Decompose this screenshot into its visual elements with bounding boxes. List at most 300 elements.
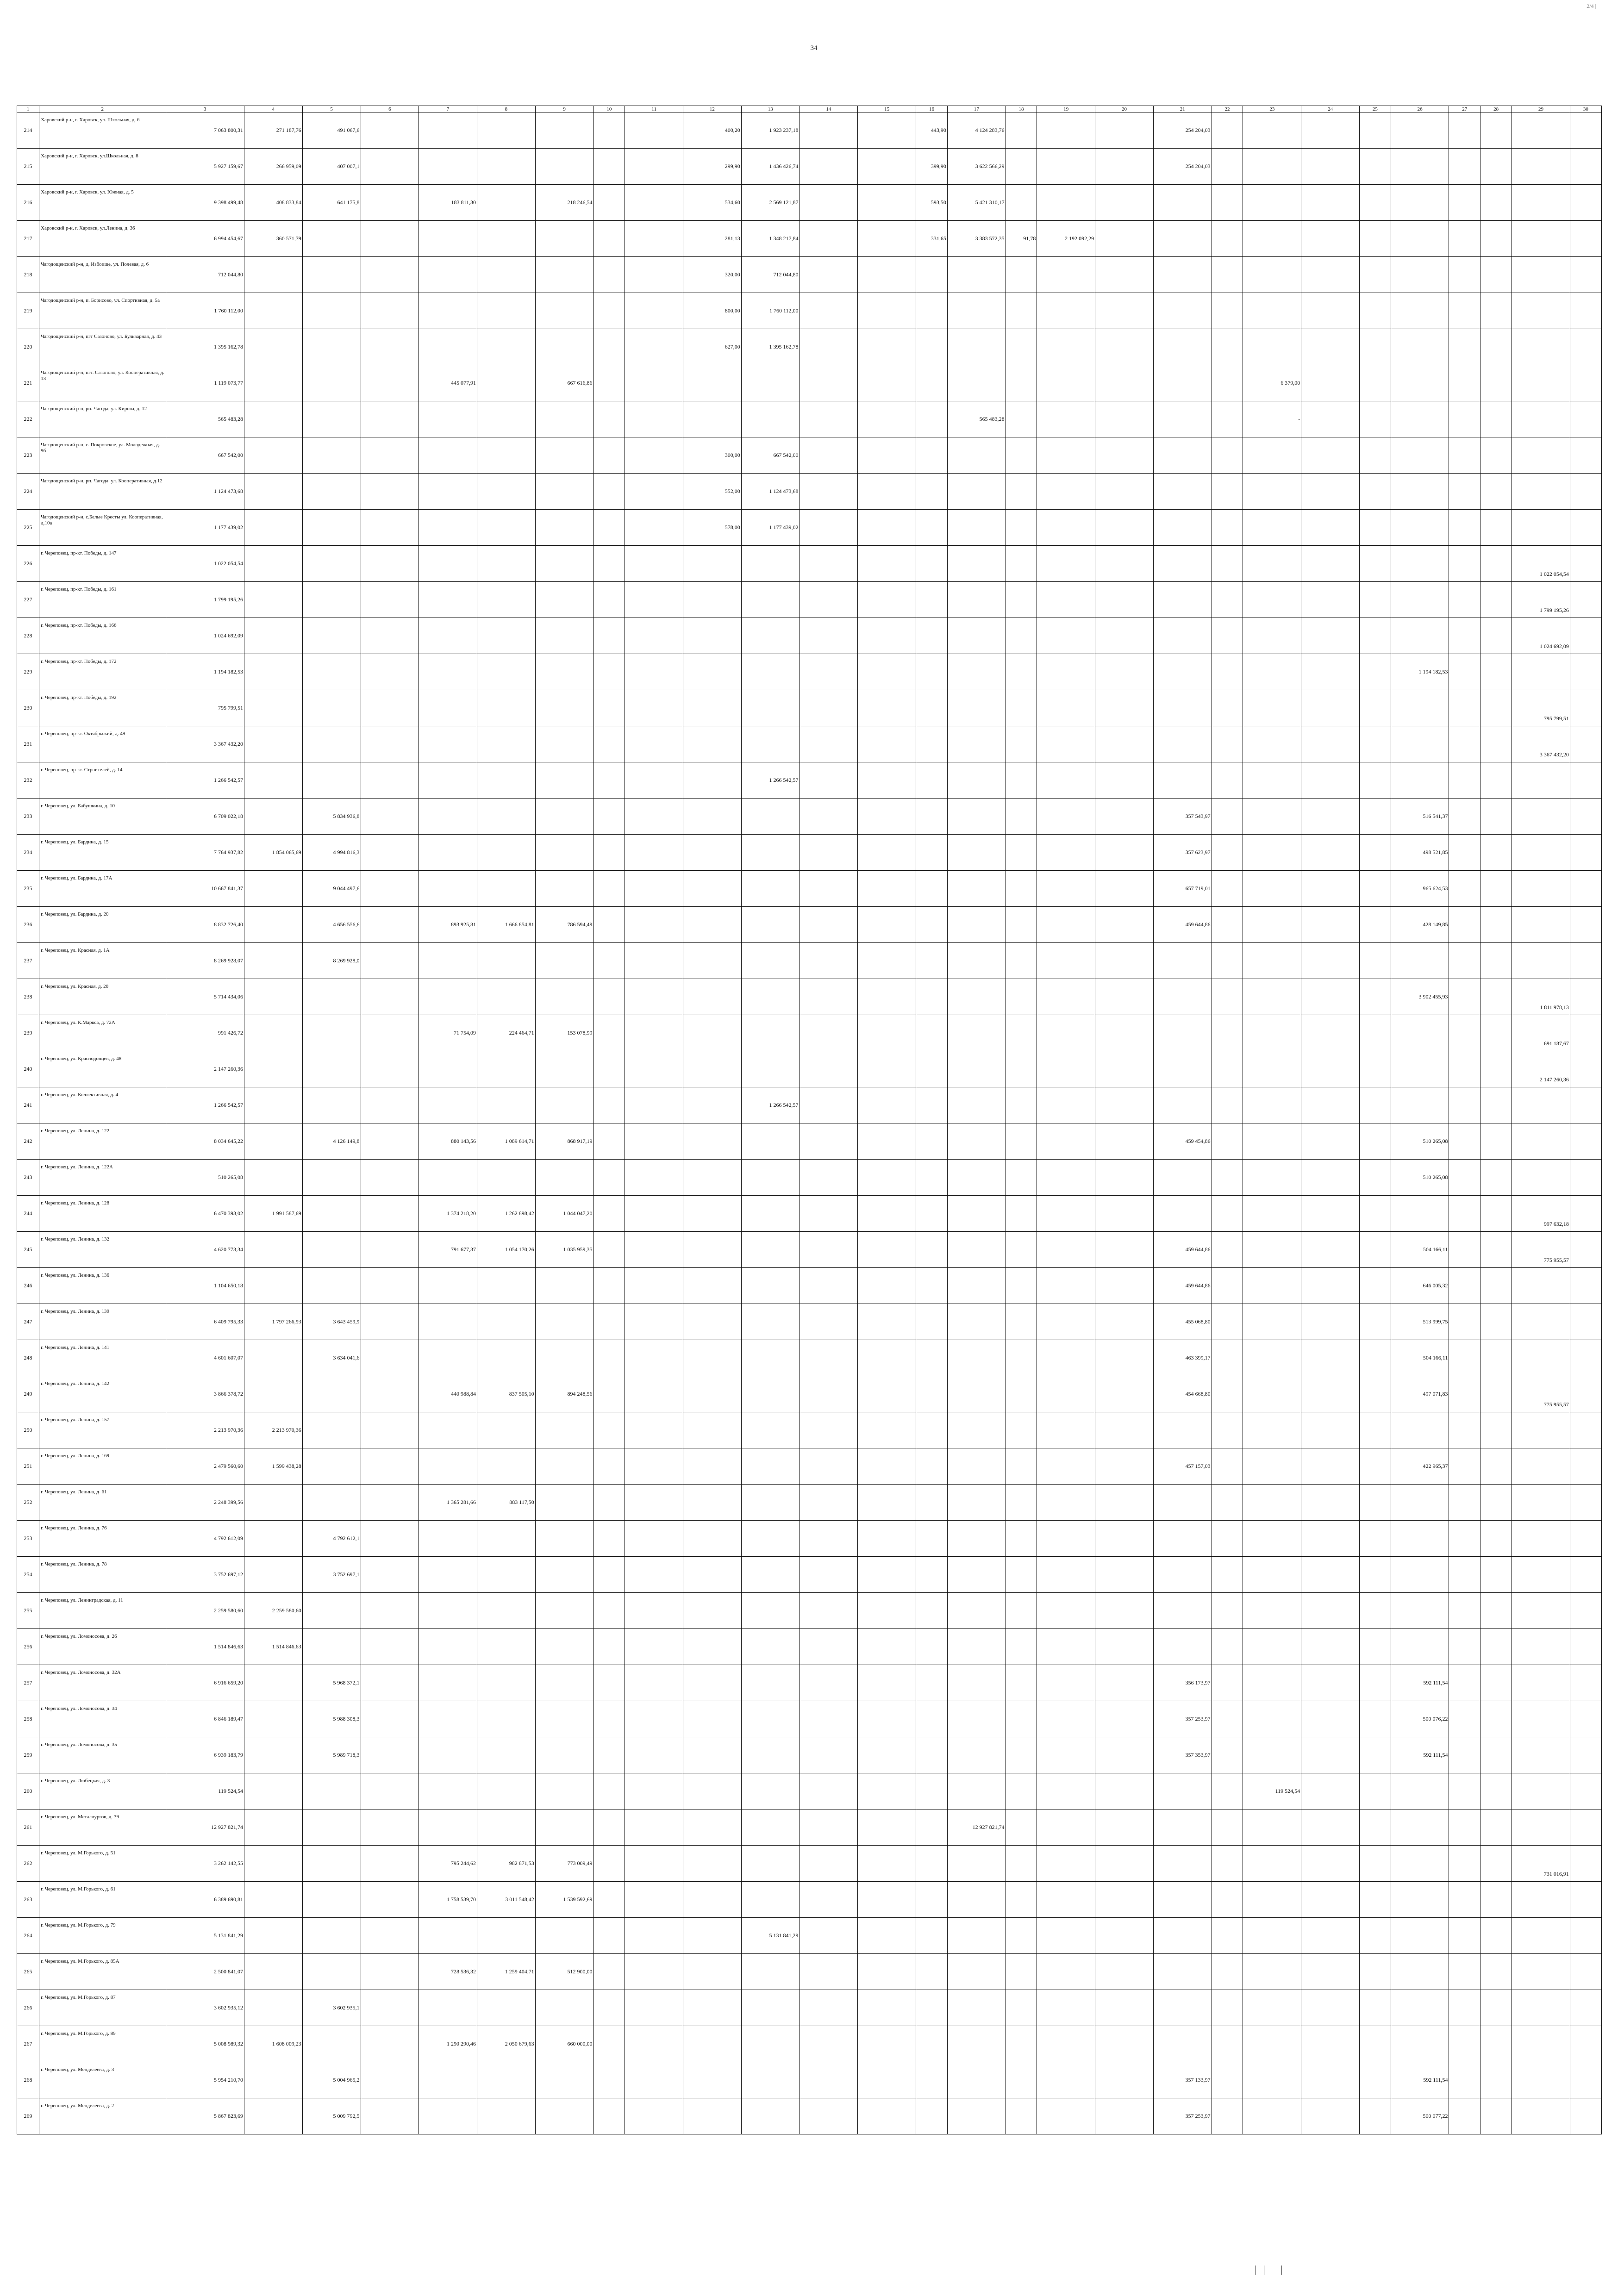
value-cell	[419, 1557, 477, 1593]
value-cell	[361, 1232, 419, 1268]
value-cell	[535, 221, 593, 257]
column-number: 13	[741, 106, 800, 112]
value-cell	[361, 1701, 419, 1737]
value-cell	[800, 1304, 858, 1340]
value-cell	[683, 1232, 742, 1268]
value-cell	[916, 1846, 948, 1882]
value-cell	[858, 799, 916, 835]
value-cell	[1570, 1232, 1601, 1268]
value-cell: 552,00	[683, 474, 742, 510]
table-row	[17, 1593, 1602, 1629]
value-cell	[1512, 365, 1570, 401]
value-cell	[1006, 1268, 1037, 1304]
value-cell	[1391, 1629, 1449, 1665]
value-cell	[947, 1485, 1006, 1521]
value-cell	[1243, 1557, 1301, 1593]
address-cell: Харовский р-н, г. Харовск, ул.Ленина, д. 36	[39, 221, 166, 257]
value-cell	[625, 1846, 683, 1882]
value-cell	[1037, 474, 1095, 510]
value-cell	[683, 1485, 742, 1521]
value-cell	[741, 835, 800, 871]
value-cell	[1301, 365, 1360, 401]
value-cell	[916, 474, 948, 510]
value-cell	[244, 1882, 303, 1918]
value-cell	[1037, 1232, 1095, 1268]
value-cell	[1512, 1340, 1570, 1376]
value-cell: 1 374 218,20	[419, 1196, 477, 1232]
table-row	[17, 1990, 1602, 2026]
value-cell	[302, 979, 361, 1015]
value-cell	[1243, 293, 1301, 329]
value-cell	[683, 1990, 742, 2026]
value-cell: 534,60	[683, 185, 742, 221]
value-cell	[800, 1593, 858, 1629]
value-cell	[1037, 1051, 1095, 1087]
value-cell	[625, 1521, 683, 1557]
value-cell: 667 616,86	[535, 365, 593, 401]
row-number: 247	[17, 1304, 39, 1340]
value-cell	[1037, 1485, 1095, 1521]
column-number: 22	[1212, 106, 1243, 112]
value-cell	[1037, 1846, 1095, 1882]
value-cell: 2 147 260,36	[166, 1051, 244, 1087]
value-cell	[1037, 1196, 1095, 1232]
value-cell	[361, 293, 419, 329]
value-cell: 224 464,71	[477, 1015, 536, 1051]
value-cell	[477, 1629, 536, 1665]
value-cell	[593, 257, 625, 293]
value-cell	[302, 1160, 361, 1196]
value-cell	[1480, 907, 1512, 943]
value-cell	[1301, 907, 1360, 943]
value-cell	[593, 1557, 625, 1593]
value-cell	[593, 799, 625, 835]
value-cell	[625, 690, 683, 726]
value-cell	[625, 149, 683, 185]
value-cell	[947, 1268, 1006, 1304]
column-number: 9	[535, 106, 593, 112]
value-cell	[361, 185, 419, 221]
value-cell	[1570, 1954, 1601, 1990]
value-cell	[741, 1593, 800, 1629]
value-cell	[477, 401, 536, 437]
value-cell	[1212, 1846, 1243, 1882]
value-cell	[800, 1376, 858, 1412]
value-cell	[1359, 2026, 1391, 2062]
value-cell	[1449, 1990, 1480, 2026]
value-cell	[1570, 1701, 1601, 1737]
value-cell: 773 009,49	[535, 1846, 593, 1882]
value-cell	[1480, 1954, 1512, 1990]
value-cell	[1212, 1918, 1243, 1954]
value-cell	[1006, 546, 1037, 582]
value-cell	[1095, 1954, 1154, 1990]
value-cell	[1480, 1160, 1512, 1196]
value-cell	[1243, 871, 1301, 907]
value-cell	[1391, 1051, 1449, 1087]
value-cell	[800, 185, 858, 221]
value-cell	[1512, 293, 1570, 329]
value-cell	[1006, 907, 1037, 943]
value-cell	[947, 690, 1006, 726]
value-cell	[741, 1773, 800, 1809]
value-cell	[1512, 1160, 1570, 1196]
table-row	[17, 1629, 1602, 1665]
value-cell: 791 677,37	[419, 1232, 477, 1268]
value-cell	[1037, 293, 1095, 329]
value-cell	[1512, 2026, 1570, 2062]
value-cell	[419, 654, 477, 690]
value-cell	[1006, 1521, 1037, 1557]
value-cell	[625, 1123, 683, 1160]
value-cell	[1449, 1196, 1480, 1232]
value-cell	[1095, 221, 1154, 257]
value-cell	[302, 1846, 361, 1882]
value-cell	[419, 257, 477, 293]
value-cell	[1006, 1051, 1037, 1087]
value-cell	[916, 1268, 948, 1304]
value-cell	[419, 510, 477, 546]
value-cell	[625, 726, 683, 762]
value-cell	[625, 257, 683, 293]
value-cell	[1095, 1196, 1154, 1232]
value-cell: 1 044 047,20	[535, 1196, 593, 1232]
value-cell	[1570, 1809, 1601, 1846]
value-cell	[625, 329, 683, 365]
value-cell	[1301, 1087, 1360, 1123]
value-cell	[593, 582, 625, 618]
value-cell	[916, 1990, 948, 2026]
value-cell	[1391, 221, 1449, 257]
value-cell	[1301, 1412, 1360, 1448]
value-cell	[361, 1196, 419, 1232]
value-cell	[1480, 618, 1512, 654]
value-cell	[1449, 1340, 1480, 1376]
value-cell	[858, 835, 916, 871]
value-cell: 627,00	[683, 329, 742, 365]
value-cell	[1449, 799, 1480, 835]
value-cell	[1301, 1557, 1360, 1593]
value-cell	[916, 1882, 948, 1918]
value-cell: 4 792 612,1	[302, 1521, 361, 1557]
value-cell	[244, 401, 303, 437]
value-cell	[477, 1701, 536, 1737]
value-cell	[1243, 1521, 1301, 1557]
value-cell	[1153, 437, 1212, 474]
value-cell	[1301, 257, 1360, 293]
value-cell	[1212, 1087, 1243, 1123]
address-cell: г. Череповец, ул. М.Горького, д. 85А	[39, 1954, 166, 1990]
value-cell	[244, 979, 303, 1015]
value-cell	[1359, 1268, 1391, 1304]
value-cell	[535, 437, 593, 474]
value-cell	[244, 1665, 303, 1701]
value-cell	[593, 654, 625, 690]
value-cell: 1 177 439,02	[166, 510, 244, 546]
value-cell	[947, 943, 1006, 979]
value-cell	[1449, 907, 1480, 943]
value-cell	[361, 1485, 419, 1521]
value-cell	[535, 654, 593, 690]
value-cell	[1449, 329, 1480, 365]
value-cell: 357 133,97	[1153, 2062, 1212, 2098]
value-cell	[1449, 762, 1480, 799]
value-cell	[1006, 149, 1037, 185]
value-cell	[1391, 943, 1449, 979]
value-cell	[1212, 221, 1243, 257]
value-cell: 3 367 432,20	[166, 726, 244, 762]
value-cell	[244, 1954, 303, 1990]
value-cell	[858, 726, 916, 762]
value-cell	[361, 979, 419, 1015]
value-cell	[1153, 618, 1212, 654]
value-cell	[302, 1412, 361, 1448]
value-cell	[683, 1737, 742, 1773]
value-cell	[535, 1448, 593, 1485]
value-cell	[1243, 510, 1301, 546]
value-cell	[1037, 1737, 1095, 1773]
value-cell	[1153, 1015, 1212, 1051]
value-cell	[1212, 2098, 1243, 2134]
value-cell	[593, 1268, 625, 1304]
value-cell	[1095, 1557, 1154, 1593]
value-cell	[625, 1918, 683, 1954]
value-cell	[1512, 1593, 1570, 1629]
column-number: 8	[477, 106, 536, 112]
value-cell	[1212, 943, 1243, 979]
value-cell	[1153, 257, 1212, 293]
value-cell	[947, 762, 1006, 799]
row-number: 238	[17, 979, 39, 1015]
value-cell	[916, 437, 948, 474]
value-cell	[1037, 835, 1095, 871]
value-cell	[916, 1123, 948, 1160]
value-cell: 320,00	[683, 257, 742, 293]
value-cell	[1153, 690, 1212, 726]
value-cell	[1570, 1629, 1601, 1665]
value-cell	[858, 2062, 916, 2098]
value-cell	[1243, 1268, 1301, 1304]
value-cell	[625, 1593, 683, 1629]
value-cell	[244, 510, 303, 546]
address-cell: г. Череповец, ул. Менделеева, д. 3	[39, 2062, 166, 2098]
value-cell	[593, 149, 625, 185]
value-cell	[1095, 618, 1154, 654]
value-cell	[1006, 1629, 1037, 1665]
value-cell	[419, 2062, 477, 2098]
value-cell	[1570, 221, 1601, 257]
value-cell	[302, 654, 361, 690]
value-cell	[419, 1521, 477, 1557]
value-cell	[625, 1015, 683, 1051]
value-cell	[361, 1809, 419, 1846]
value-cell: 565 483,28	[166, 401, 244, 437]
value-cell	[1006, 474, 1037, 510]
value-cell	[683, 1918, 742, 1954]
value-cell	[535, 2062, 593, 2098]
value-cell	[1480, 1665, 1512, 1701]
value-cell	[1212, 293, 1243, 329]
value-cell	[1480, 1340, 1512, 1376]
value-cell	[1359, 2098, 1391, 2134]
value-cell: 991 426,72	[166, 1015, 244, 1051]
value-cell	[1570, 943, 1601, 979]
value-cell	[1359, 1809, 1391, 1846]
value-cell	[1212, 1665, 1243, 1701]
value-cell	[947, 365, 1006, 401]
value-cell	[858, 690, 916, 726]
value-cell	[1359, 437, 1391, 474]
value-cell	[1301, 510, 1360, 546]
value-cell	[1153, 1990, 1212, 2026]
value-cell	[477, 2062, 536, 2098]
value-cell	[477, 510, 536, 546]
value-cell	[1512, 1485, 1570, 1521]
column-number: 26	[1391, 106, 1449, 112]
value-cell	[419, 293, 477, 329]
value-cell	[1570, 2026, 1601, 2062]
value-cell	[683, 654, 742, 690]
value-cell	[625, 2026, 683, 2062]
value-cell	[916, 2062, 948, 2098]
table-row	[17, 1918, 1602, 1954]
row-number: 228	[17, 618, 39, 654]
value-cell	[858, 582, 916, 618]
row-number: 267	[17, 2026, 39, 2062]
value-cell	[361, 112, 419, 149]
value-cell	[858, 618, 916, 654]
row-number: 223	[17, 437, 39, 474]
value-cell	[1570, 149, 1601, 185]
value-cell: 6 389 690,81	[166, 1882, 244, 1918]
value-cell	[477, 365, 536, 401]
value-cell	[858, 1557, 916, 1593]
value-cell	[1512, 329, 1570, 365]
value-cell	[947, 1918, 1006, 1954]
value-cell	[1212, 1160, 1243, 1196]
table-row	[17, 1268, 1602, 1304]
row-number: 236	[17, 907, 39, 943]
value-cell: 4 994 816,3	[302, 835, 361, 871]
value-cell	[683, 1809, 742, 1846]
value-cell	[1570, 1521, 1601, 1557]
value-cell	[1212, 907, 1243, 943]
value-cell	[244, 1990, 303, 2026]
value-cell	[1037, 401, 1095, 437]
value-cell	[1006, 1737, 1037, 1773]
value-cell	[1480, 979, 1512, 1015]
value-cell	[1449, 1882, 1480, 1918]
value-cell	[858, 293, 916, 329]
address-cell: Чагодощенский р-н, пгт. Сазоново, ул. Кооперативная, д. 13	[39, 365, 166, 401]
value-cell	[1570, 1376, 1601, 1412]
value-cell	[916, 1701, 948, 1737]
value-cell	[1480, 1701, 1512, 1737]
value-cell	[916, 1629, 948, 1665]
value-cell	[1480, 1485, 1512, 1521]
value-cell	[683, 1521, 742, 1557]
value-cell	[1512, 1990, 1570, 2026]
value-cell	[1212, 257, 1243, 293]
value-cell	[1359, 762, 1391, 799]
value-cell	[1095, 1882, 1154, 1918]
value-cell	[1243, 149, 1301, 185]
value-cell	[535, 1412, 593, 1448]
address-cell: г. Череповец, ул. Ленина, д. 157	[39, 1412, 166, 1448]
value-cell: 667 542,00	[166, 437, 244, 474]
value-cell	[1512, 1665, 1570, 1701]
value-cell	[1301, 1304, 1360, 1340]
value-cell	[1212, 1051, 1243, 1087]
value-cell	[1449, 1737, 1480, 1773]
value-cell	[1006, 1123, 1037, 1160]
value-cell	[625, 618, 683, 654]
row-number: 255	[17, 1593, 39, 1629]
value-cell	[419, 437, 477, 474]
address-cell: г. Череповец, ул. К.Маркса, д. 72А	[39, 1015, 166, 1051]
value-cell	[419, 1268, 477, 1304]
value-cell	[302, 1087, 361, 1123]
value-cell	[683, 401, 742, 437]
value-cell	[858, 1629, 916, 1665]
value-cell	[1480, 365, 1512, 401]
value-cell	[1480, 401, 1512, 437]
value-cell	[1006, 979, 1037, 1015]
table-row	[17, 1448, 1602, 1485]
value-cell	[947, 1557, 1006, 1593]
value-cell: 455 068,80	[1153, 1304, 1212, 1340]
value-cell	[1480, 510, 1512, 546]
value-cell	[1006, 1232, 1037, 1268]
address-cell: Харовский р-н, г. Харовск, ул.Школьная, д. 8	[39, 149, 166, 185]
value-cell	[419, 799, 477, 835]
value-cell: 2 192 092,29	[1037, 221, 1095, 257]
value-cell	[477, 762, 536, 799]
table-row	[17, 654, 1602, 690]
value-cell	[1570, 112, 1601, 149]
value-cell	[1153, 1087, 1212, 1123]
value-cell	[800, 1737, 858, 1773]
value-cell	[1095, 1990, 1154, 2026]
value-cell	[1480, 329, 1512, 365]
value-cell	[1006, 799, 1037, 835]
value-cell	[1512, 1123, 1570, 1160]
row-number: 242	[17, 1123, 39, 1160]
value-cell	[947, 1629, 1006, 1665]
value-cell	[1153, 329, 1212, 365]
table-row	[17, 510, 1602, 546]
value-cell	[916, 1665, 948, 1701]
row-number: 263	[17, 1882, 39, 1918]
value-cell	[916, 799, 948, 835]
budget-table	[17, 106, 1602, 2134]
value-cell	[593, 762, 625, 799]
value-cell	[1301, 1954, 1360, 1990]
value-cell	[1153, 546, 1212, 582]
value-cell	[1095, 257, 1154, 293]
value-cell	[858, 257, 916, 293]
value-cell	[741, 2098, 800, 2134]
value-cell	[683, 582, 742, 618]
value-cell	[1095, 1268, 1154, 1304]
value-cell	[916, 546, 948, 582]
value-cell	[1570, 1846, 1601, 1882]
value-cell: 1 923 237,18	[741, 112, 800, 149]
value-cell	[916, 1160, 948, 1196]
value-cell: 6 916 659,20	[166, 1665, 244, 1701]
value-cell: 357 253,97	[1153, 1701, 1212, 1737]
value-cell	[535, 1918, 593, 1954]
